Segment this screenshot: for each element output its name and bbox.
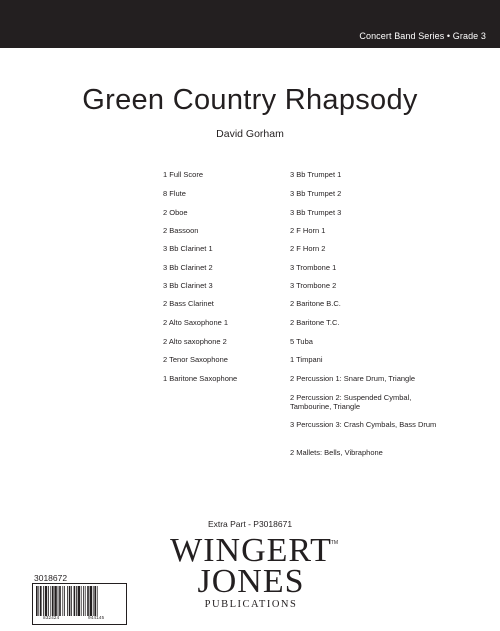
barcode-bar bbox=[64, 586, 65, 616]
barcode-bar bbox=[67, 586, 68, 616]
part-item: 3 Trombone 1 bbox=[290, 263, 337, 272]
part-item: 2 Baritone B.C. bbox=[290, 299, 341, 308]
barcode-bar bbox=[83, 586, 84, 616]
barcode-bar bbox=[54, 586, 56, 616]
barcode-bar bbox=[50, 586, 51, 616]
barcode bbox=[32, 583, 127, 625]
barcode-bar bbox=[59, 586, 61, 616]
barcode-bar bbox=[85, 586, 86, 616]
catalog-number: 3018672 bbox=[34, 573, 68, 583]
barcode-bar bbox=[76, 586, 77, 616]
part-item: 2 Percussion 2: Suspended Cymbal, Tambourine, Triangle bbox=[290, 393, 412, 411]
part-item: 1 Baritone Saxophone bbox=[163, 374, 238, 383]
part-item: 2 Alto saxophone 2 bbox=[163, 337, 227, 346]
part-item: 2 Bassoon bbox=[163, 226, 199, 235]
barcode-bar bbox=[97, 586, 98, 616]
part-item: 1 Timpani bbox=[290, 355, 323, 364]
part-item: 2 Oboe bbox=[163, 208, 188, 217]
series-label: Concert Band Series • Grade 3 bbox=[359, 31, 486, 41]
barcode-bar bbox=[45, 586, 47, 616]
part-item: 2 Baritone T.C. bbox=[290, 318, 340, 327]
barcode-right-digits: 044145 bbox=[88, 616, 105, 621]
part-item: 3 Bb Trumpet 2 bbox=[290, 189, 342, 198]
part-item: 8 Flute bbox=[163, 189, 186, 198]
barcode-bar bbox=[69, 586, 71, 616]
barcode-bar bbox=[48, 586, 49, 616]
barcode-bar bbox=[74, 586, 76, 616]
composer-name: David Gorham bbox=[216, 128, 284, 140]
publisher-logo bbox=[156, 532, 346, 616]
barcode-bar bbox=[81, 586, 82, 616]
barcode-bar bbox=[78, 586, 80, 616]
part-item: 1 Full Score bbox=[163, 170, 204, 179]
part-item: 3 Bb Trumpet 3 bbox=[290, 208, 342, 217]
logo-line-wingert: WINGERT bbox=[170, 532, 332, 569]
part-item: 3 Bb Clarinet 2 bbox=[163, 263, 213, 272]
extra-part-label: Extra Part - P3018671 bbox=[207, 519, 293, 529]
logo-line-publications: PUBLICATIONS bbox=[204, 599, 298, 610]
part-item: 3 Percussion 3: Crash Cymbals, Bass Drum bbox=[290, 420, 437, 429]
part-item: 2 Alto Saxophone 1 bbox=[163, 318, 229, 327]
part-item: 2 F Horn 2 bbox=[290, 244, 326, 253]
barcode-bar bbox=[87, 586, 89, 616]
barcode-bar bbox=[62, 586, 63, 616]
barcode-bar bbox=[38, 586, 39, 616]
part-item: 2 Percussion 1: Snare Drum, Triangle bbox=[290, 374, 416, 383]
part-item: 2 Tenor Saxophone bbox=[163, 355, 228, 364]
part-item: 3 Bb Clarinet 1 bbox=[163, 244, 213, 253]
logo-line-jones: JONES bbox=[197, 563, 305, 600]
part-item: 3 Bb Clarinet 3 bbox=[163, 281, 213, 290]
barcode-bar bbox=[94, 586, 96, 616]
barcode-bar bbox=[58, 586, 59, 616]
header-band bbox=[0, 0, 500, 48]
barcode-bar bbox=[71, 586, 72, 616]
barcode-bar bbox=[52, 586, 54, 616]
barcode-bar bbox=[43, 586, 44, 616]
trademark-mark: TM bbox=[330, 540, 338, 546]
barcode-bars bbox=[35, 586, 126, 616]
barcode-left-digits: 832424 bbox=[43, 616, 60, 621]
barcode-bar bbox=[90, 586, 92, 616]
part-item: 2 Bass Clarinet bbox=[163, 299, 214, 308]
page-title: Green Country Rhapsody bbox=[82, 84, 418, 116]
barcode-bar bbox=[36, 586, 38, 616]
part-item: 2 F Horn 1 bbox=[290, 226, 326, 235]
part-item: 5 Tuba bbox=[290, 337, 313, 346]
barcode-bar bbox=[40, 586, 42, 616]
part-item: 3 Bb Trumpet 1 bbox=[290, 170, 342, 179]
barcode-bar bbox=[93, 586, 94, 616]
part-item: 3 Trombone 2 bbox=[290, 281, 337, 290]
part-item: 2 Mallets: Bells, Vibraphone bbox=[290, 448, 383, 457]
